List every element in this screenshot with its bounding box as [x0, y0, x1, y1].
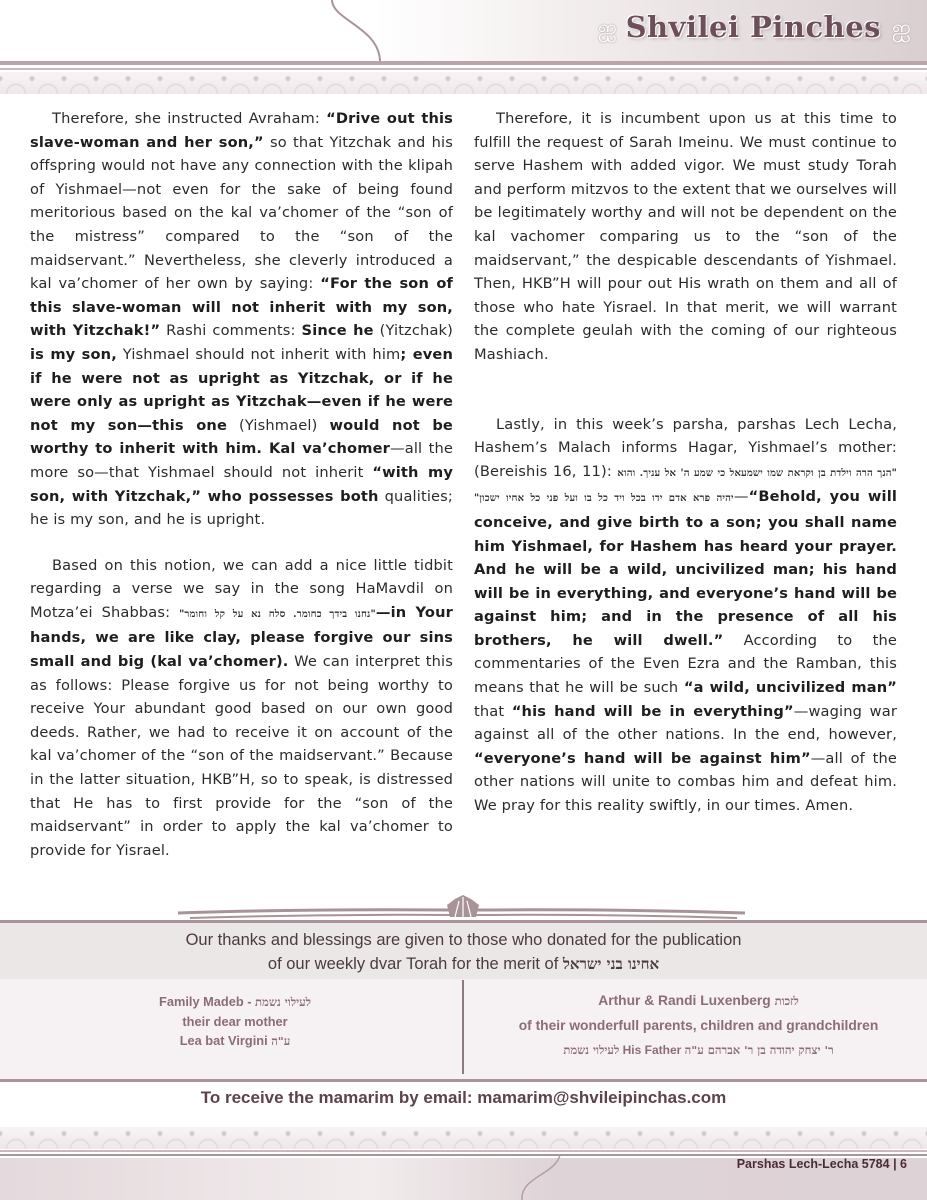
footer-curve-divider	[500, 1155, 570, 1200]
hebrew-dedication: לזכות	[774, 994, 799, 1008]
lace-border	[0, 1127, 927, 1149]
bold-text: “everyone’s hand will be against him”	[474, 749, 811, 767]
bold-text: ; even if he were not as upright as Yitzchak, or if he were only as upright as Yitzchak—even if he were not my son—this one	[30, 345, 453, 434]
header-rule-thin	[0, 68, 927, 70]
text-run: that	[474, 702, 512, 720]
header-curve-divider	[320, 0, 410, 64]
text-run: —all of the other nations will unite to combas him and defeat him. We pray for this reality swiftly, in our times. Amen.	[474, 749, 897, 815]
hebrew-quote: "הנך הרה וילדת בן וקראת שמו ישמעאל כי שמע ה' אל עניך. והוא יהיה פרא אדם ידו בכל ויד כל בו ועל פני כל אחיו ישכון"	[474, 467, 897, 505]
donor-divider	[462, 980, 464, 1074]
text-run: Based on this notion, we can add a nice little tidbit regarding a verse we say in the song HaMavdil on Motza’ei Shabbas:	[30, 556, 453, 621]
hebrew-dedication: לעילוי נשמת	[563, 1043, 620, 1057]
donor-line	[40, 992, 430, 1012]
hebrew-merit: אחינו בני ישראל	[562, 955, 660, 973]
scroll-ornament-icon: ஐ	[597, 14, 617, 42]
bold-text: “Behold, you will conceive, and give birth to a son; you shall name him Yishmael, for Hashem has heard your prayer. And he will be a wild, uncivilized man; his hand will be in everything, and everyone’s hand will be against him; and in the presence of all his brothers, he will dwell.”	[474, 488, 897, 649]
article-column-right	[474, 107, 897, 840]
donor-line	[40, 1031, 430, 1051]
bold-text: “For the son of this slave-woman will not inherit with my son, with Yitzchak!”	[30, 275, 453, 340]
page-footer	[737, 1157, 907, 1171]
footer-rule	[0, 1154, 927, 1156]
bold-text: “Drive out this slave-woman and her son,”	[30, 110, 453, 151]
text-run: —waging war against all of the other nations. In the end, however,	[474, 702, 897, 744]
bold-text: “a wild, uncivilized man”	[683, 679, 897, 697]
scroll-ornament-icon: ஐ	[891, 14, 911, 42]
text-run: We can interpret this as follows: Please forgive us for not being worthy to receive Your abundant good based on our own good deeds. Rather, we had to receive it on account of the kal va’chomer of the “son of the maidservant.” Because in the latter situation, HKB”H, so to speak, is distressed that He has to first provide for the “son of the maidservant” in order to apply the kal va’chomer to provide for Yisrael.	[30, 653, 453, 859]
bold-text: —in Your hands, we are like clay, please forgive our sins small and big (kal va’chomer).	[30, 603, 453, 671]
donation-heading-line2	[0, 952, 927, 976]
donor-line: of their wonderfull parents, children and grandchildren	[518, 1017, 879, 1033]
paragraph	[474, 107, 897, 367]
relation-label: His Father	[619, 1043, 685, 1057]
deceased-name: Lea bat Virgini	[179, 1033, 272, 1048]
bold-text: “with my son, with Yitzchak,” who possesses both	[30, 463, 453, 505]
text-run: Lastly, in this week’s parsha, parshas Lech Lecha, Hashem’s Malach informs Hagar, Yishmael’s mother: (Bereishis 16, 11):	[474, 415, 897, 480]
text-run: Rashi comments:	[160, 322, 302, 340]
donation-heading	[0, 928, 927, 976]
footer-rule	[0, 1150, 927, 1152]
text-run: Therefore, it is incumbent upon us at this time to fulfill the request of Sarah Imeinu. We must continue to serve Hashem with added vigor. We must study Torah and perform mitzvos to the extent that we ourselves will be legitimately worthy and will not be dependent on the kal vachomer comparing us to the “son of the maidservant,” the despicable descendants of Yishmael. Then, HKB”H will pour out His wrath on them and all of those who hate Yisrael. In that merit, we will warrant the complete geulah with the coming of our righteous Mashiach.	[474, 110, 898, 363]
paragraph	[30, 554, 453, 863]
donor-card-luxenberg	[470, 989, 927, 1063]
bold-text: is my son,	[30, 345, 117, 363]
donor-line	[470, 989, 927, 1014]
text-run: —	[733, 488, 749, 506]
text-run: Therefore, she instructed Avraham:	[52, 110, 327, 127]
paragraph	[30, 107, 453, 532]
header-rule	[0, 61, 927, 65]
hebrew-dedication: לעילוי נשמת	[255, 995, 311, 1009]
page-header	[0, 0, 927, 96]
hebrew-name: ר' יצחק יהודה בן ר' אברהם ע"ה	[684, 1043, 834, 1057]
lace-border	[0, 72, 927, 94]
text-run: qualities; he is my son, and he is upright.	[30, 487, 453, 529]
donor-line	[470, 1038, 927, 1063]
email-subscribe-text: To receive the mamarim by email: mamarim@shvileipinchas.com	[200, 1088, 727, 1107]
text-run: (Yitzchak)	[373, 322, 453, 340]
publication-title: Shvilei Pinches	[625, 10, 881, 44]
donor-card-madeb	[40, 992, 430, 1051]
page-number: 6	[900, 1157, 907, 1171]
donor-line: their dear mother	[182, 1014, 288, 1029]
text-run: Yishmael should not inherit with him	[116, 345, 401, 363]
parsha-label: Parshas Lech-Lecha 5784	[736, 1157, 890, 1171]
article-column-left	[30, 107, 453, 884]
fan-ornament	[0, 893, 927, 921]
paragraph	[474, 413, 897, 818]
separator: |	[889, 1157, 901, 1171]
bold-text: would not be worthy to inherit with him. Kal va’chomer	[30, 416, 453, 458]
donor-name: Arthur & Randi Luxenberg	[598, 993, 775, 1008]
donation-heading-line1: Our thanks and blessings are given to those who donated for the publication	[185, 931, 742, 949]
text-run: —all the more so—that Yishmael should not inherit	[30, 440, 453, 481]
donor-name: Family Madeb -	[159, 994, 256, 1009]
bold-text: “his hand will be in everything”	[511, 702, 794, 720]
text-run: (Yishmael)	[227, 416, 330, 434]
text-run: According to the commentaries of the Even Ezra and the Ramban, this means that he will be such	[474, 631, 897, 697]
hebrew-quote: "נחנו בידך כחומר. סלח נא על קל וחומר"	[179, 608, 376, 620]
bold-text: Since he	[301, 322, 374, 340]
text-run: so that Yitzchak and his offspring would not have any connection with the klipah of Yishmael—not even for the sake of being found meritorious based on the kal va’chomer of the “son of the mistress” compared to the “son of the maidservant.” Nevertheless, she cleverly introduced a kal va’chomer of her own by saying:	[30, 133, 453, 293]
hebrew-honorific: ע"ה	[271, 1034, 291, 1048]
merit-text: of our weekly dvar Torah for the merit of	[267, 955, 563, 973]
